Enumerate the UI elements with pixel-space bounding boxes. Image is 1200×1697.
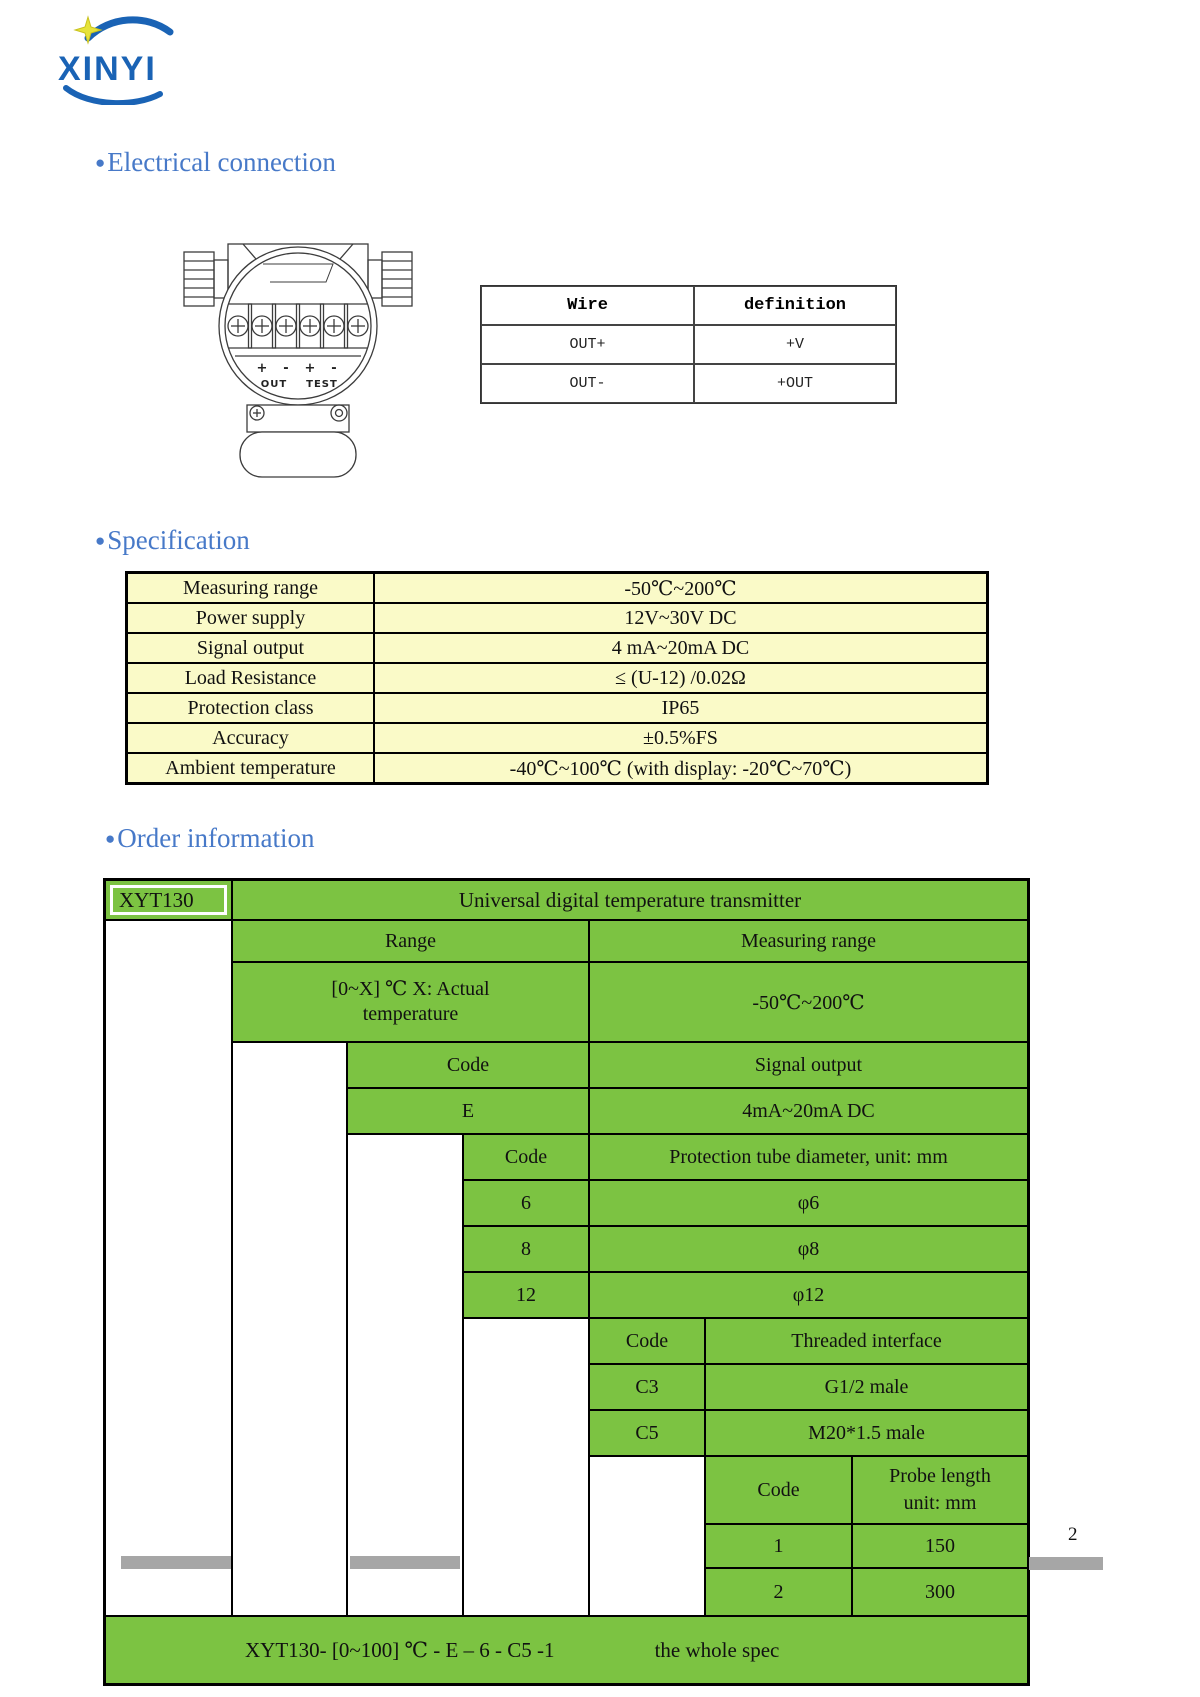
- probe-value: 150: [852, 1524, 1028, 1568]
- spec-label: Accuracy: [127, 723, 374, 753]
- product-title-cell: Universal digital temperature transmitter: [232, 880, 1028, 920]
- divider-bar: [350, 1556, 460, 1569]
- logo-text: XINYI: [58, 50, 157, 88]
- section-heading-specification: [95, 525, 250, 556]
- tube-code: 8: [463, 1226, 589, 1272]
- polarity-label: -: [283, 361, 289, 376]
- xinyi-logo: [48, 10, 208, 105]
- probe-header-cell: [852, 1456, 1028, 1524]
- spec-value: ≤ (U-12) /0.02Ω: [374, 663, 987, 693]
- test-label: TEST: [306, 379, 338, 390]
- tube-value: φ12: [589, 1272, 1028, 1318]
- bullet-icon: ●: [95, 153, 106, 172]
- spec-value: -50℃~200℃: [374, 573, 987, 603]
- spec-value: ±0.5%FS: [374, 723, 987, 753]
- star-icon: [75, 17, 101, 43]
- signal-code: E: [347, 1088, 589, 1134]
- thread-header: Threaded interface: [705, 1318, 1028, 1364]
- polarity-label: +: [256, 361, 268, 376]
- signal-value: 4mA~20mA DC: [589, 1088, 1028, 1134]
- spec-value: 4 mA~20mA DC: [374, 633, 987, 663]
- section-title: Order information: [117, 823, 315, 853]
- conduit-fitting-right: [368, 252, 412, 306]
- spec-label: Ambient temperature: [127, 753, 374, 783]
- section-title: Specification: [107, 525, 250, 555]
- spacer-cell: [463, 1318, 589, 1616]
- thread-code: C5: [589, 1410, 705, 1456]
- spec-value: -40℃~100℃ (with display: -20℃~70℃): [374, 753, 987, 783]
- tube-code: 6: [463, 1180, 589, 1226]
- tube-value: φ8: [589, 1226, 1028, 1272]
- range-value: [0~X] ℃ X: Actual temperature: [331, 978, 490, 1025]
- logo-swoosh-bottom: [66, 88, 160, 103]
- probe-code: 1: [705, 1524, 852, 1568]
- measuring-range-header: Measuring range: [589, 920, 1028, 962]
- spec-label: Load Resistance: [127, 663, 374, 693]
- device-base: [240, 432, 356, 477]
- order-example-code: XYT130- [0~100] ℃ - E – 6 - C5 -1: [245, 1637, 555, 1662]
- spacer-cell: [105, 920, 232, 1616]
- spec-label: Signal output: [127, 633, 374, 663]
- logo-swoosh-top: [88, 20, 170, 38]
- model-code-cell: [105, 880, 232, 920]
- bullet-icon: ●: [95, 531, 106, 550]
- measuring-range-value: -50℃~200℃: [589, 962, 1028, 1042]
- divider-bar: [121, 1556, 231, 1569]
- wire-cell: OUT+: [481, 325, 694, 364]
- tube-value: φ6: [589, 1180, 1028, 1226]
- model-code: XYT130: [110, 885, 227, 915]
- tube-code-header: Code: [463, 1134, 589, 1180]
- page-number: 2: [1068, 1524, 1078, 1545]
- wire-definition-table: [480, 285, 897, 404]
- polarity-label: +: [304, 361, 316, 376]
- order-example-row: [105, 1616, 1028, 1684]
- range-value-cell: [232, 962, 589, 1042]
- spacer-cell: [232, 1042, 347, 1616]
- tube-header: Protection tube diameter, unit: mm: [589, 1134, 1028, 1180]
- spec-value: 12V~30V DC: [374, 603, 987, 633]
- section-title: Electrical connection: [107, 147, 336, 177]
- wire-table-header-definition: definition: [694, 286, 896, 325]
- section-heading-order: [105, 823, 314, 854]
- order-information-table: [103, 878, 1030, 1686]
- probe-value: 300: [852, 1568, 1028, 1616]
- order-example-label: the whole spec: [654, 1637, 780, 1662]
- specification-table: [125, 571, 989, 785]
- thread-code-header: Code: [589, 1318, 705, 1364]
- thread-code: C3: [589, 1364, 705, 1410]
- polarity-label: -: [331, 361, 337, 376]
- device-neck: [247, 405, 349, 432]
- tube-code: 12: [463, 1272, 589, 1318]
- bullet-icon: ●: [105, 829, 116, 848]
- spec-label: Power supply: [127, 603, 374, 633]
- range-header: Range: [232, 920, 589, 962]
- spec-label: Protection class: [127, 693, 374, 723]
- probe-header: Probe length unit: mm: [889, 1465, 991, 1514]
- wire-table-header-wire: Wire: [481, 286, 694, 325]
- spacer-cell: [347, 1134, 463, 1616]
- definition-cell: +V: [694, 325, 896, 364]
- probe-code: 2: [705, 1568, 852, 1616]
- probe-code-header: Code: [705, 1456, 852, 1524]
- wire-cell: OUT-: [481, 364, 694, 403]
- signal-code-header: Code: [347, 1042, 589, 1088]
- spec-value: IP65: [374, 693, 987, 723]
- out-label: OUT: [260, 379, 288, 390]
- spec-label: Measuring range: [127, 573, 374, 603]
- divider-bar: [1029, 1557, 1103, 1570]
- signal-output-header: Signal output: [589, 1042, 1028, 1088]
- spacer-cell: [589, 1456, 705, 1616]
- thread-value: G1/2 male: [705, 1364, 1028, 1410]
- thread-value: M20*1.5 male: [705, 1410, 1028, 1456]
- transmitter-terminal-diagram: [183, 220, 415, 480]
- section-heading-electrical: [95, 147, 336, 178]
- definition-cell: +OUT: [694, 364, 896, 403]
- conduit-fitting-left: [184, 252, 228, 306]
